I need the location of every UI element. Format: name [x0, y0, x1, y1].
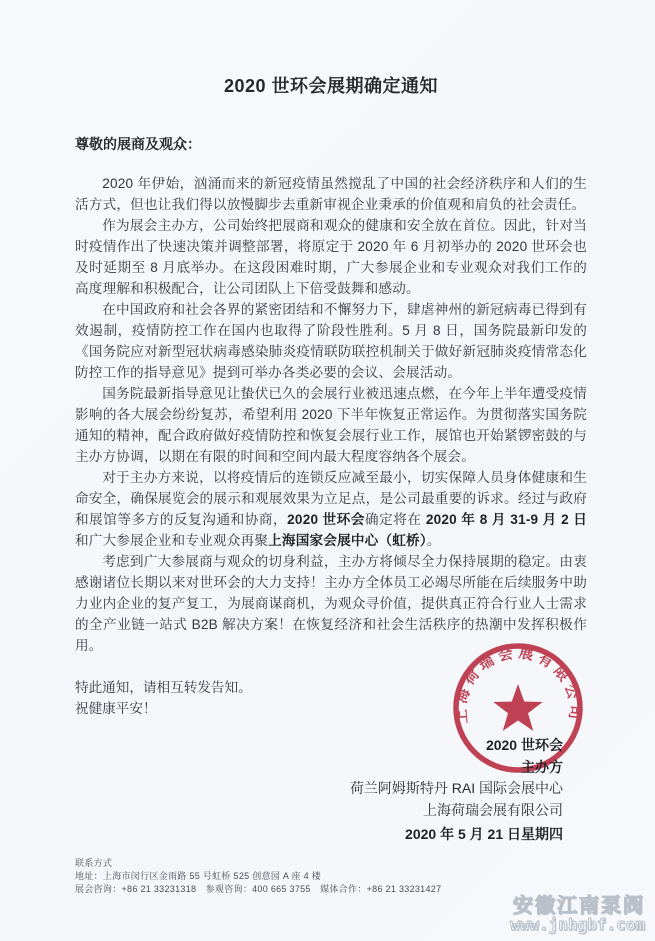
footer-address: 地址：上海市闵行区金雨路 55 号虹桥 525 创意园 A 座 4 楼 — [75, 871, 322, 881]
p5-bold-venue: 上海国家会展中心（虹桥） — [268, 533, 427, 548]
paragraph-6: 考虑到广大参展商与观众的切身利益，主办方将倾尽全力保持展期的稳定。由衷感谢诸位长期以来对世环会的大力支持！主办方全体员工必竭尽所能在后续服务中助力业内企业的复产复工，为展商谋商机，为观众寻价值，提供真正符合行业人士需求的全产业链一站式 B2B 解决方案！在恢复经济和社会生活秩序的热潮中发挥积极作用。 — [75, 554, 587, 653]
signature-block — [75, 735, 587, 846]
paragraph-3: 在中国政府和社会各界的紧密团结和不懈努力下，肆虐神州的新冠病毒已得到有效遏制，疫情防控工作在国内也取得了阶段性胜利。5 月 8 日，国务院最新印发的《国务院应对新型冠状病毒感染肺炎疫情联防联控机制关于做好新冠肺炎疫情常态化防控工作的指导意见》提到可举办各类必要的会议、会展活动。 — [75, 302, 587, 380]
seal-ring-text: 上海荷瑞会展有限公司 — [453, 645, 583, 725]
watermark-company-name: 安徽江南泵阀 — [513, 895, 645, 917]
signature-organizer-label: 主办方 — [521, 758, 563, 775]
signature-expo-name: 2020 世环会 — [485, 737, 563, 753]
page-title: 2020 世环会展期确定通知 — [223, 76, 439, 96]
paragraph-5 — [75, 467, 587, 551]
signature-company-horui: 上海荷瑞会展有限公司 — [423, 801, 563, 818]
footer-heading: 联系方式 — [75, 858, 113, 868]
footer-phones: 展会咨询：+86 21 33231318 参观咨询：400 665 3755 媒体合作：+86 21 33231427 — [75, 884, 442, 894]
p5-text: 。 — [426, 533, 441, 548]
closing-notice: 特此通知，请相互转发告知。 — [75, 680, 252, 695]
paragraph-group — [75, 173, 587, 656]
watermark — [510, 896, 645, 933]
contact-footer — [75, 857, 441, 896]
red-star-icon — [493, 684, 542, 731]
signature-company-rai: 荷兰阿姆斯特丹 RAI 国际会展中心 — [349, 780, 563, 796]
paragraph-1: 2020 年伊始，汹涌而来的新冠疫情虽然搅乱了中国的社会经济秩序和人们的生活方式，但也让我们得以放慢脚步去重新审视企业秉承的价值观和肩负的社会责任。 — [75, 176, 587, 212]
closing-wish: 祝健康平安！ — [75, 701, 157, 716]
salutation: 尊敬的展商及观众： — [75, 136, 201, 152]
p5-text: 和广大参展企业和专业观众再聚 — [75, 533, 269, 548]
signature-date: 2020 年 5 月 21 日星期四 — [405, 826, 563, 842]
watermark-url: www.jnhgbf.com — [510, 915, 645, 934]
p5-text: 对于主办方来说，以将疫情后的连锁反应减至最小，切实保障人员身体健康和生命安全，确保展览会的展示和观展效果为立足点，是公司最重要的诉求。经过与政府和展馆等多方的反复沟通和协商， — [75, 470, 587, 527]
p5-bold-dates: 2020 年 8 月 31-9 月 2 日 — [425, 512, 587, 527]
paragraph-2: 作为展会主办方，公司始终把展商和观众的健康和安全放在首位。因此，针对当时疫情作出了快速决策并调整部署，将原定于 2020 年 6 月初举办的 2020 世环会也及时延期至 8 月底举办。在这段困难时期，广大参展企业和专业观众对我们工作的高度理解和积极配合，让公司团队上下倍受鼓舞和感动。 — [75, 218, 587, 296]
paragraph-4: 国务院最新指导意见让蛰伏已久的会展行业被迅速点燃，在今年上半年遭受疫情影响的各大展会纷纷复苏，希望利用 2020 下半年恢复正常运作。为贯彻落实国务院通知的精神，配合政府做好疫情防控和恢复会展行业工作，展馆也开始紧锣密鼓的与主办方协调，以期在有限的时间和空间内最大程度容纳各个展会。 — [75, 386, 587, 464]
p5-text: 确定将在 — [364, 512, 426, 527]
p5-bold-expo-name: 2020 世环会 — [287, 512, 365, 527]
